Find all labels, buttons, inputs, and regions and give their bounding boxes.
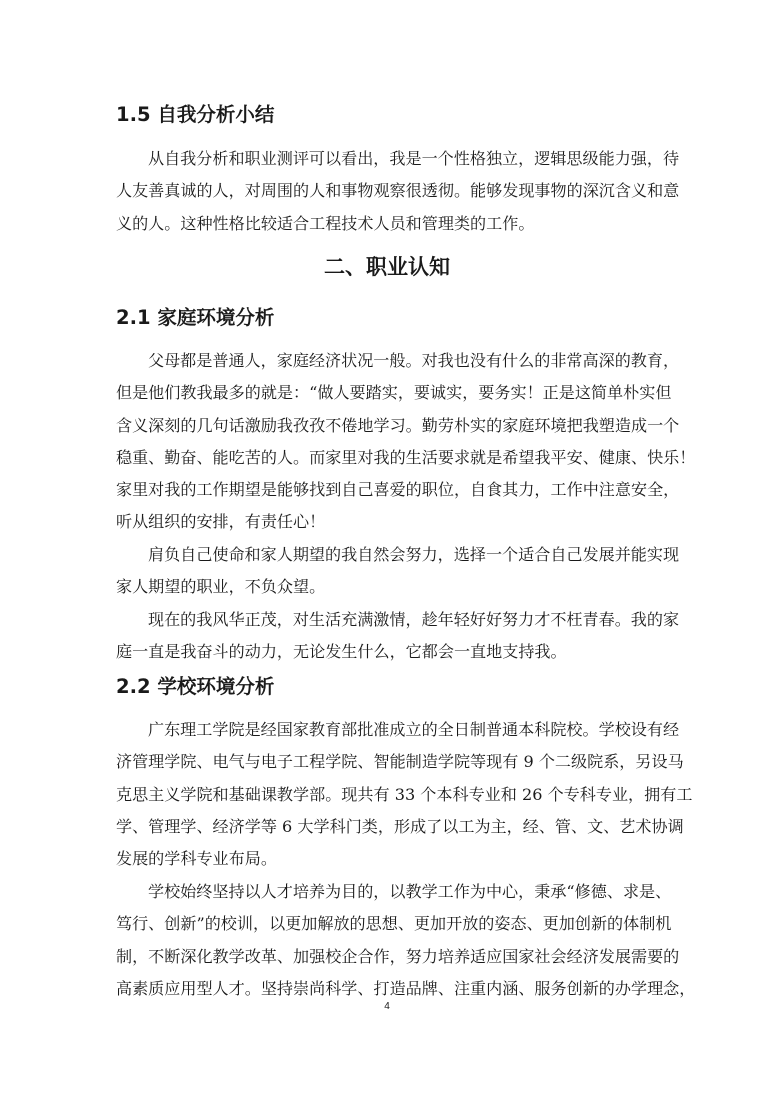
paragraph-school-mission [116, 876, 696, 1005]
paragraph-line: 笃行、创新”的校训，以更加解放的思想、更加开放的姿态、更加创新的体制机 [116, 914, 672, 934]
paragraph-line: 父母都是普通人，家庭经济状况一般。对我也没有什么的非常高深的教育， [148, 351, 680, 370]
paragraph-line: 学校始终坚持以人才培养为目的，以教学工作为中心，秉承“修德、求是、 [148, 882, 672, 901]
chapter-title: 二、职业认知 [324, 255, 450, 279]
paragraph-line: 济管理学院、电气与电子工程学院、智能制造学院等现有 9 个二级院系，另设马 [116, 752, 684, 772]
paragraph-line: 但是他们教我最多的就是：“做人要踏实，要诚实，要务实！正是这简单朴实但 [116, 383, 672, 403]
section-heading-2-2: 2.2 学校环境分析 [116, 675, 275, 698]
paragraph-self-analysis-summary [116, 143, 680, 240]
paragraph-family-support [116, 604, 680, 669]
paragraph-line: 高素质应用型人才。坚持崇尚科学、打造品牌、注重内涵、服务创新的办学理念， [116, 978, 696, 998]
section-heading-2-1: 2.1 家庭环境分析 [116, 306, 275, 329]
paragraph-line: 广东理工学院是经国家教育部批准成立的全日制普通本科院校。学校设有经 [148, 720, 680, 739]
page-number: 4 [384, 1001, 390, 1012]
paragraph-line: 肩负自己使命和家人期望的我自然会努力，选择一个适合自己发展并能实现 [148, 545, 680, 564]
paragraph-line: 学、管理学、经济学等 6 大学科门类，形成了以工为主，经、管、文、艺术协调 [116, 816, 684, 836]
paragraph-line: 家人期望的职业，不负众望。 [116, 577, 326, 597]
paragraph-family-environment [116, 345, 696, 539]
paragraph-line: 含义深刻的几句话激励我孜孜不倦地学习。勤劳朴实的家庭环境把我塑造成一个 [116, 415, 680, 435]
paragraph-line: 听从组织的安排，有责任心！ [116, 512, 326, 532]
paragraph-line: 人友善真诚的人，对周围的人和事物观察很透彻。能够发现事物的深沉含义和意 [116, 181, 680, 201]
paragraph-line: 从自我分析和职业测评可以看出，我是一个性格独立，逻辑思级能力强，待 [148, 149, 680, 168]
paragraph-family-expectation [116, 539, 680, 604]
paragraph-line: 制，不断深化教学改革、加强校企合作，努力培养适应国家社会经济发展需要的 [116, 946, 680, 966]
paragraph-school-overview [116, 714, 693, 875]
section-heading-1-5: 1.5 自我分析小结 [116, 103, 275, 126]
paragraph-line: 庭一直是我奋斗的动力，无论发生什么，它都会一直地支持我。 [116, 642, 567, 662]
paragraph-line: 家里对我的工作期望是能够找到自己喜爱的职位，自食其力，工作中注意安全， [116, 480, 680, 500]
paragraph-line: 现在的我风华正茂，对生活充满激情，趁年轻好好努力才不枉青春。我的家 [148, 610, 680, 629]
paragraph-line: 稳重、勤奋、能吃苦的人。而家里对我的生活要求就是希望我平安、健康、快乐！ [116, 447, 696, 467]
paragraph-line: 克思主义学院和基础课教学部。现共有 33 个本科专业和 26 个专科专业，拥有工 [116, 784, 693, 804]
paragraph-line: 义的人。这种性格比较适合工程技术人员和管理类的工作。 [116, 213, 535, 233]
paragraph-line: 发展的学科专业布局。 [116, 849, 277, 869]
